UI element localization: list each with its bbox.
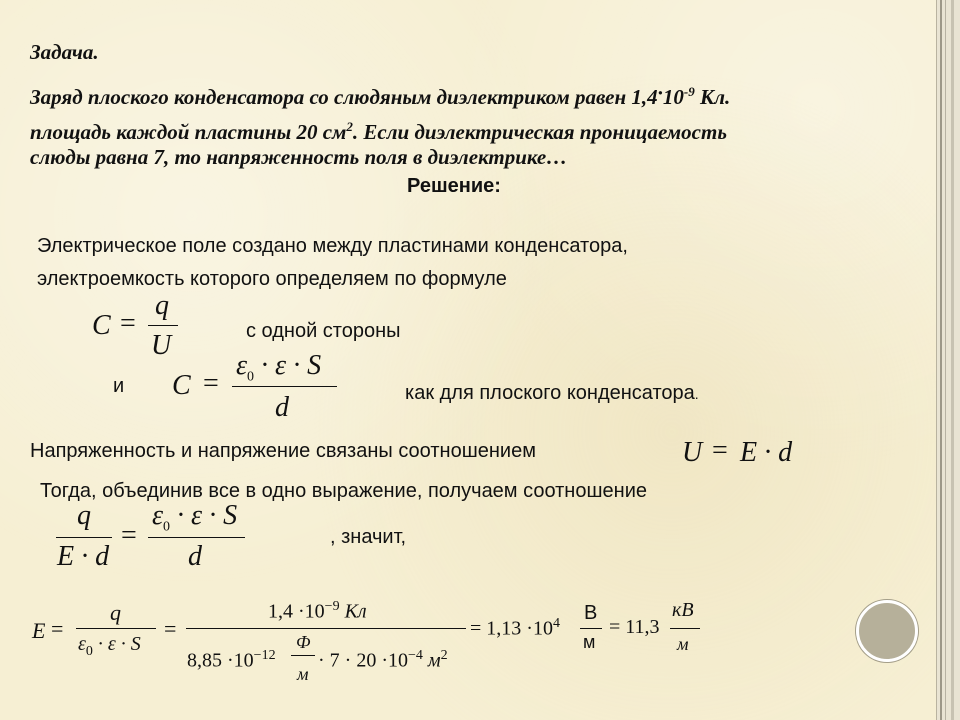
- intro-line-1: Электрическое поле создано между пластинами конденсатора,: [37, 235, 628, 257]
- intro-line-2: электроемкость которого определяем по формуле: [37, 268, 507, 290]
- slide-frame-border: [936, 0, 960, 720]
- and-label: и: [113, 375, 125, 397]
- problem-line-3: слюды равна 7, то напряженность поля в диэлектрике…: [30, 145, 568, 169]
- therefore-label: , значит,: [330, 526, 407, 548]
- one-side-label: с одной стороны: [246, 320, 401, 342]
- problem-line-2: площадь каждой пластины 20 $см^2$. Если диэлектрическая проницаемость: [30, 119, 727, 144]
- problem-title: Задача.: [30, 40, 99, 64]
- decorative-circle: [856, 600, 918, 662]
- flat-cap-label: как для плоского конденсатора.: [405, 382, 699, 404]
- solution-heading: Решение:: [407, 175, 501, 197]
- problem-line-1: Заряд плоского конденсатора со слюдяным диэлектриком равен $1,4\cdot 10^{-9}$ Кл.: [30, 81, 731, 109]
- combine-text: Тогда, объединив все в одно выражение, получаем соотношение: [40, 480, 647, 502]
- relation-text: Напряженность и напряжение связаны соотношением: [30, 440, 536, 462]
